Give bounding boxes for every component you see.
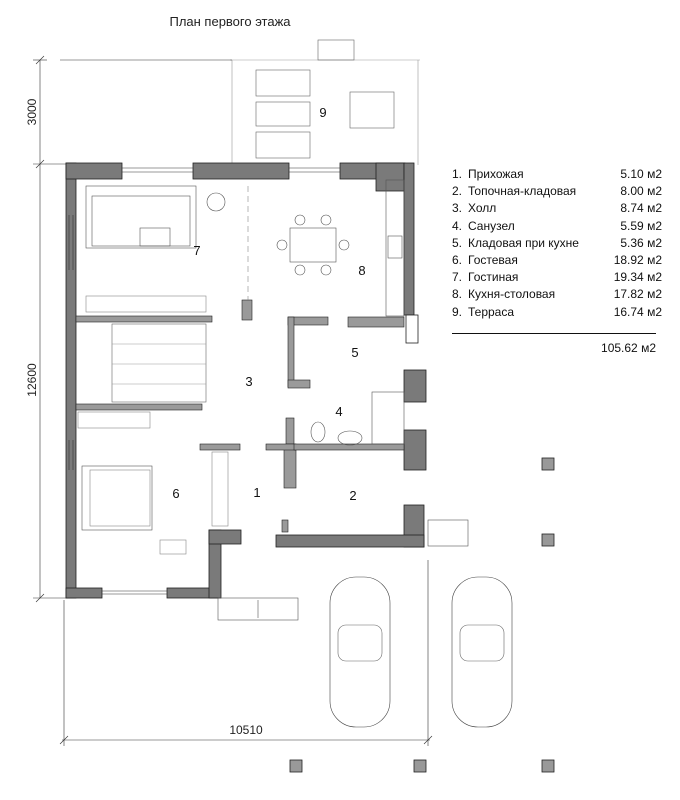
legend-number: 1. (452, 167, 463, 181)
room-number-8: 8 (358, 263, 366, 278)
legend-room-name: Топочная-кладовая (468, 184, 577, 199)
legend-room-area: 19.34 м2 (613, 270, 662, 285)
legend-room-area: 5.10 м2 (620, 167, 662, 181)
legend-room-area: 17.82 м2 (613, 287, 662, 302)
room-number-6: 6 (172, 486, 180, 501)
legend-number: 7. (452, 270, 463, 285)
legend-total-area: 105.62 м2 (601, 340, 656, 355)
legend-room-name: Прихожая (468, 167, 524, 181)
legend-room-name: Холл (468, 201, 497, 216)
legend-room-area: 8.74 м2 (620, 201, 662, 216)
legend-row (452, 286, 662, 303)
legend-row (452, 252, 662, 269)
legend-room-name: Гостиная (468, 270, 519, 285)
room-number-9: 9 (319, 105, 327, 120)
plan-title: План первого этажа (169, 14, 291, 29)
car-right (452, 577, 512, 727)
legend-room-area: 16.74 м2 (613, 304, 662, 319)
room-number-4: 4 (335, 404, 343, 419)
legend-divider (452, 333, 656, 334)
legend-row (452, 183, 662, 200)
dimension-width: 10510 (229, 723, 263, 737)
legend-row (452, 218, 662, 235)
legend-room-area: 5.59 м2 (620, 218, 662, 233)
legend-room-name: Кладовая при кухне (468, 235, 579, 250)
legend-number: 6. (452, 252, 463, 267)
dimension-top-depth: 3000 (25, 98, 39, 126)
legend-number: 5. (452, 235, 463, 250)
legend-room-name: Санузел (468, 218, 515, 233)
legend-number: 3. (452, 201, 463, 216)
legend-row (452, 235, 662, 252)
room-number-5: 5 (351, 345, 359, 360)
legend-row (452, 304, 662, 321)
legend-row (452, 269, 662, 286)
room-area-legend (452, 166, 662, 355)
legend-room-name: Терраса (468, 304, 515, 319)
legend-room-name: Кухня-столовая (468, 287, 556, 302)
dimension-side-length: 12600 (25, 363, 39, 397)
legend-row (452, 200, 662, 217)
room-number-3: 3 (245, 374, 253, 389)
room-number-7: 7 (193, 243, 201, 258)
legend-room-area: 8.00 м2 (620, 184, 662, 199)
legend-number: 4. (452, 218, 463, 233)
legend-number: 2. (452, 184, 463, 199)
room-number-1: 1 (253, 485, 261, 500)
legend-room-name: Гостевая (468, 252, 518, 267)
legend-room-area: 5.36 м2 (620, 235, 662, 250)
room-number-2: 2 (349, 488, 357, 503)
car-left (330, 577, 390, 727)
legend-row (452, 166, 662, 183)
legend-number: 9. (452, 304, 463, 319)
legend-room-area: 18.92 м2 (613, 252, 662, 267)
legend-number: 8. (452, 287, 463, 302)
